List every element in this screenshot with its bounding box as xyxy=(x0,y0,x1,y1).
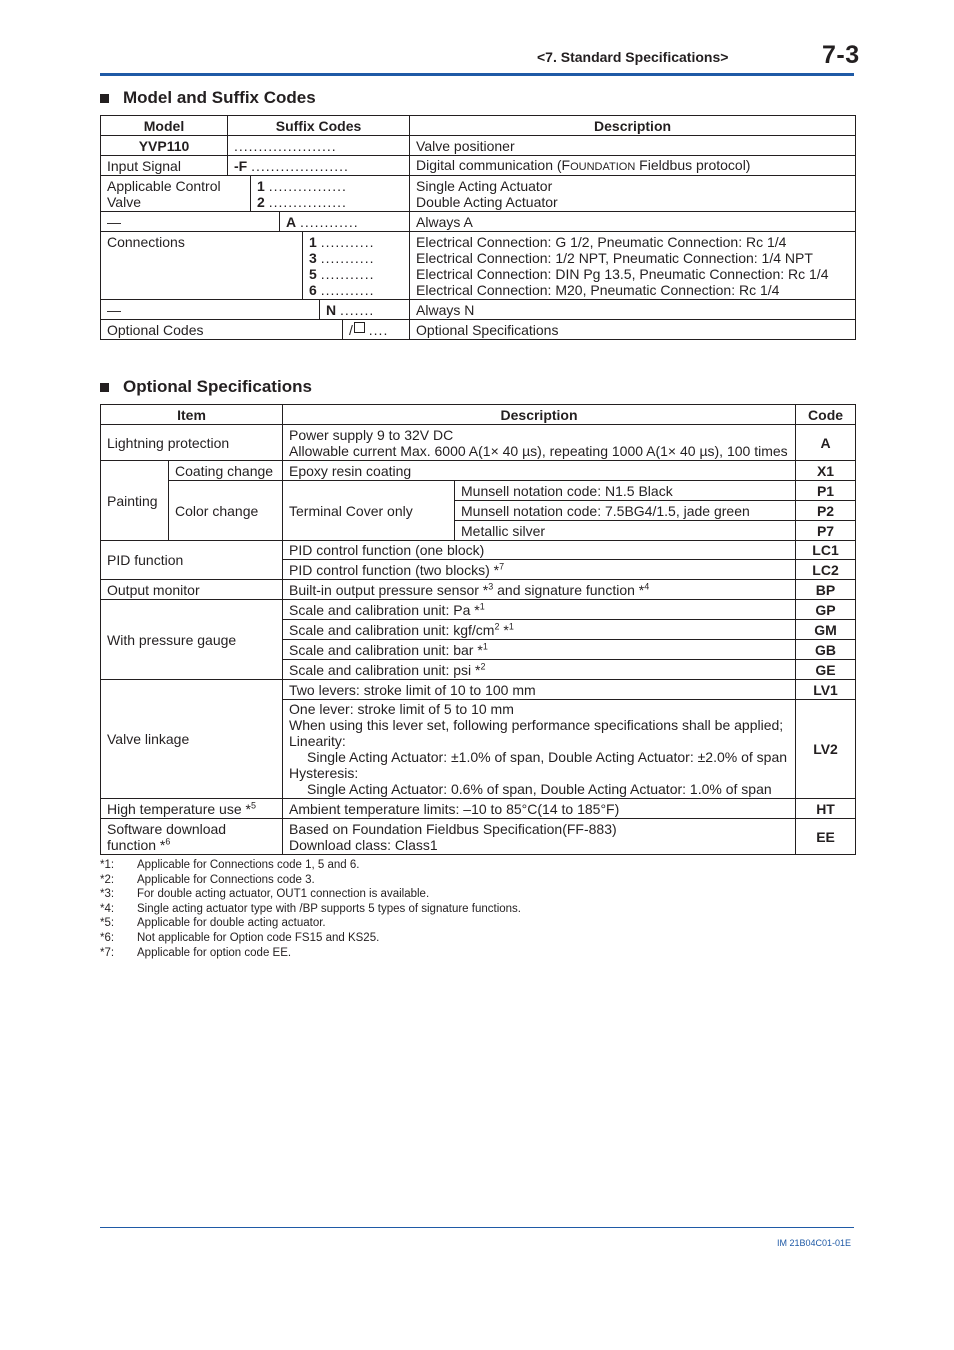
description-cell: Epoxy resin coating xyxy=(283,461,796,481)
description-cell xyxy=(283,660,796,680)
footnote-text: For double acting actuator, OUT1 connection is available. xyxy=(137,888,430,901)
suffix-code: 3 xyxy=(309,249,317,266)
item-cell: Valve linkage xyxy=(101,680,283,799)
table-row xyxy=(101,580,856,600)
item-cell: PID function xyxy=(101,541,283,580)
suffix-code: 2 xyxy=(257,193,265,210)
suffix-code: A xyxy=(286,213,297,230)
item-cell: Lightning protection xyxy=(101,425,283,461)
footnotes xyxy=(100,858,521,960)
header-model: Model xyxy=(101,116,228,136)
desc-part: * xyxy=(499,621,509,638)
item-cell: Output monitor xyxy=(101,580,283,600)
footnote-mark: *5: xyxy=(100,917,115,930)
desc-line: When using this lever set, following performance specifications shall be applied; xyxy=(289,717,784,733)
option-cell: Munsell notation code: N1.5 Black xyxy=(455,481,796,501)
sub-item-cell: Coating change xyxy=(169,461,283,481)
unit-superscript: 2 xyxy=(494,620,500,631)
footnote-mark: *1: xyxy=(100,859,115,871)
desc-part: Fieldbus protocol) xyxy=(635,156,751,173)
footnote xyxy=(100,902,521,917)
suffix-cell xyxy=(320,300,410,320)
sub-item-cell: Color change xyxy=(169,481,283,541)
desc-part: Digital communication (F xyxy=(416,156,571,173)
page-number: 7-3 xyxy=(822,41,860,69)
description-cell xyxy=(410,232,856,300)
footer-divider xyxy=(100,1227,854,1228)
code-cell: P1 xyxy=(796,481,856,501)
desc-line: Hysteresis: xyxy=(289,765,359,781)
code-cell: GE xyxy=(796,660,856,680)
section-heading-optional xyxy=(100,377,312,397)
footnote-ref: 3 xyxy=(488,580,494,591)
description-cell: Always A xyxy=(410,212,856,232)
description-cell xyxy=(283,580,796,600)
desc-line: Linearity: xyxy=(289,733,346,749)
desc-line: Single Acting Actuator xyxy=(416,177,553,194)
checkbox-square-icon xyxy=(354,322,365,333)
optional-specs-table xyxy=(100,404,856,855)
desc-line: Download class: Class1 xyxy=(289,836,438,853)
table-row xyxy=(101,176,856,212)
suffix-cell xyxy=(343,320,410,340)
model-name: YVP110 xyxy=(101,136,228,156)
desc-line: Electrical Connection: G 1/2, Pneumatic Connection: Rc 1/4 xyxy=(416,233,787,250)
table-row xyxy=(101,819,856,855)
desc-line: Power supply 9 to 32V DC xyxy=(289,426,454,443)
code-cell: LV2 xyxy=(796,700,856,799)
table-row xyxy=(101,300,856,320)
table-header-row xyxy=(101,116,856,136)
row-label: Optional Codes xyxy=(101,320,343,340)
desc-line: Allowable current Max. 6000 A(1× 40 µs), repeating 1000 A(1× 40 µs), 100 times xyxy=(289,442,788,459)
row-label: Applicable Control Valve xyxy=(101,176,251,212)
code-cell: GB xyxy=(796,640,856,660)
code-cell: GM xyxy=(796,620,856,640)
desc-line: Based on Foundation Fieldbus Specification(FF-883) xyxy=(289,820,617,837)
footnote xyxy=(100,931,521,946)
item-cell: Painting xyxy=(101,461,169,541)
description-cell xyxy=(410,176,856,212)
desc-line: One lever: stroke limit of 5 to 10 mm xyxy=(289,701,514,717)
table-row xyxy=(101,136,856,156)
suffix-code: 5 xyxy=(309,265,317,282)
code-cell: X1 xyxy=(796,461,856,481)
header-item: Item xyxy=(101,405,283,425)
description-cell xyxy=(283,819,796,855)
footnote-ref: 6 xyxy=(165,835,171,846)
description-cell: PID control function (one block) xyxy=(283,541,796,560)
desc-part: Scale and calibration unit: kgf/cm xyxy=(289,621,495,638)
leader-dots: ........... xyxy=(320,265,375,282)
option-cell: Metallic silver xyxy=(455,521,796,541)
description-cell xyxy=(283,600,796,620)
footnote xyxy=(100,858,521,873)
footnote-ref: 5 xyxy=(250,799,256,810)
desc-part: Scale and calibration unit: bar * xyxy=(289,641,483,658)
item-part: function * xyxy=(107,836,166,853)
suffix-cell xyxy=(228,156,410,176)
desc-line: Electrical Connection: M20, Pneumatic Connection: Rc 1/4 xyxy=(416,281,780,298)
desc-line: Single Acting Actuator: 0.6% of span, Double Acting Actuator: 1.0% of span xyxy=(307,781,772,797)
option-cell: Munsell notation code: 7.5BG4/1.5, jade green xyxy=(455,501,796,521)
section-heading-model xyxy=(100,88,316,108)
leader-dots: ..................... xyxy=(234,137,337,154)
table-row xyxy=(101,481,856,501)
footnote-ref: 1 xyxy=(508,620,514,631)
footnote-text: Applicable for Connections code 3. xyxy=(137,873,315,886)
code-cell: BP xyxy=(796,580,856,600)
description-cell xyxy=(283,700,796,799)
footnote-text: Single acting actuator type with /BP supports 5 types of signature functions. xyxy=(137,902,521,915)
suffix-cell xyxy=(251,176,410,212)
code-cell: GP xyxy=(796,600,856,620)
table-row xyxy=(101,425,856,461)
header-divider xyxy=(100,73,854,76)
footnote-ref: 1 xyxy=(479,600,485,611)
desc-part: Scale and calibration unit: psi * xyxy=(289,661,481,678)
table-row xyxy=(101,212,856,232)
table-row xyxy=(101,320,856,340)
document-id: IM 21B04C01-01E xyxy=(777,1238,852,1248)
header-code: Code xyxy=(796,405,856,425)
desc-smallcaps: OUNDATION xyxy=(570,160,636,173)
code-cell: P2 xyxy=(796,501,856,521)
footnote-text: Applicable for Connections code 1, 5 and 6. xyxy=(137,859,360,871)
item-cell xyxy=(101,799,283,819)
row-label: Input Signal xyxy=(101,156,228,176)
leader-dots: ........... xyxy=(320,249,375,266)
item-line xyxy=(107,837,276,853)
footnote-text: Applicable for option code EE. xyxy=(137,946,292,959)
header-description: Description xyxy=(283,405,796,425)
suffix-cell xyxy=(303,232,410,300)
suffix-code: -F xyxy=(234,157,248,174)
desc-part: Built-in output pressure sensor * xyxy=(289,581,489,598)
desc-line: Single Acting Actuator: ±1.0% of span, Double Acting Actuator: ±2.0% of span xyxy=(307,749,788,765)
suffix-code: N xyxy=(326,301,337,318)
item-cell: With pressure gauge xyxy=(101,600,283,680)
code-cell: HT xyxy=(796,799,856,819)
description-cell: Ambient temperature limits: –10 to 85°C(14 to 185°F) xyxy=(283,799,796,819)
footnote xyxy=(100,873,521,888)
footnote xyxy=(100,946,521,961)
row-label: Connections xyxy=(101,232,303,300)
suffix-code: 6 xyxy=(309,281,317,298)
footnote-ref: 4 xyxy=(644,580,650,591)
table-row xyxy=(101,680,856,700)
footnote-ref: 7 xyxy=(499,560,505,571)
table-row xyxy=(101,461,856,481)
table-row xyxy=(101,600,856,620)
code-cell: LC1 xyxy=(796,541,856,560)
description-cell: Two levers: stroke limit of 10 to 100 mm xyxy=(283,680,796,700)
description-cell: Valve positioner xyxy=(410,136,856,156)
description-cell xyxy=(410,156,856,176)
suffix-cell xyxy=(280,212,410,232)
desc-part: PID control function (two blocks) * xyxy=(289,561,500,578)
description-cell: Optional Specifications xyxy=(410,320,856,340)
description-cell xyxy=(283,640,796,660)
chapter-title: <7. Standard Specifications> xyxy=(537,49,729,65)
leader-dots: ................ xyxy=(268,177,347,194)
table-row xyxy=(101,232,856,300)
section-title: Model and Suffix Codes xyxy=(123,88,316,107)
footnote-text: Applicable for double acting actuator. xyxy=(137,917,326,930)
description-cell: Always N xyxy=(410,300,856,320)
footnote xyxy=(100,916,521,931)
desc-line: Electrical Connection: 1/2 NPT, Pneumatic Connection: 1/4 NPT xyxy=(416,249,813,266)
leader-dots: ....... xyxy=(340,301,375,318)
item-line: Software download xyxy=(107,820,227,837)
desc-line: Electrical Connection: DIN Pg 13.5, Pneumatic Connection: Rc 1/4 xyxy=(416,265,829,282)
item-part: High temperature use * xyxy=(107,800,251,817)
row-label: — xyxy=(101,212,280,232)
footnote-mark: *4: xyxy=(100,902,115,915)
footnote-ref: 2 xyxy=(480,660,486,671)
table-row xyxy=(101,541,856,560)
desc-part: Scale and calibration unit: Pa * xyxy=(289,601,480,618)
row-label: — xyxy=(101,300,320,320)
description-cell xyxy=(283,425,796,461)
code-cell: A xyxy=(796,425,856,461)
leader-dots: ................ xyxy=(268,193,347,210)
leader-dots: .................... xyxy=(251,157,349,174)
header-suffix: Suffix Codes xyxy=(228,116,410,136)
description-cell xyxy=(283,560,796,580)
code-cell: LV1 xyxy=(796,680,856,700)
footnote-text: Not applicable for Option code FS15 and KS25. xyxy=(137,931,380,944)
leader-dots: ........... xyxy=(320,233,375,250)
description-cell xyxy=(283,620,796,640)
suffix-code: 1 xyxy=(257,177,265,194)
section-title: Optional Specifications xyxy=(123,377,312,396)
footnote-mark: *6: xyxy=(100,931,115,944)
footnote-mark: *3: xyxy=(100,888,115,901)
leader-dots: ........... xyxy=(320,281,375,298)
model-suffix-table xyxy=(100,115,856,340)
code-cell: EE xyxy=(796,819,856,855)
footnote-ref: 1 xyxy=(482,640,488,651)
leader-dots: ............ xyxy=(300,213,359,230)
description-cell: Terminal Cover only xyxy=(283,481,455,541)
footnote-mark: *7: xyxy=(100,946,115,959)
square-bullet-icon xyxy=(100,383,109,392)
table-header-row xyxy=(101,405,856,425)
leader-dots: .... xyxy=(368,321,389,338)
suffix-code: 1 xyxy=(309,233,317,250)
code-cell: P7 xyxy=(796,521,856,541)
code-cell: LC2 xyxy=(796,560,856,580)
table-row xyxy=(101,156,856,176)
desc-part: and signature function * xyxy=(493,581,645,598)
footnote xyxy=(100,887,521,902)
square-bullet-icon xyxy=(100,94,109,103)
suffix-code: / xyxy=(349,321,353,338)
desc-line: Double Acting Actuator xyxy=(416,193,558,210)
footnote-mark: *2: xyxy=(100,873,115,886)
header-description: Description xyxy=(410,116,856,136)
table-row xyxy=(101,799,856,819)
suffix-cell xyxy=(228,136,410,156)
item-cell xyxy=(101,819,283,855)
